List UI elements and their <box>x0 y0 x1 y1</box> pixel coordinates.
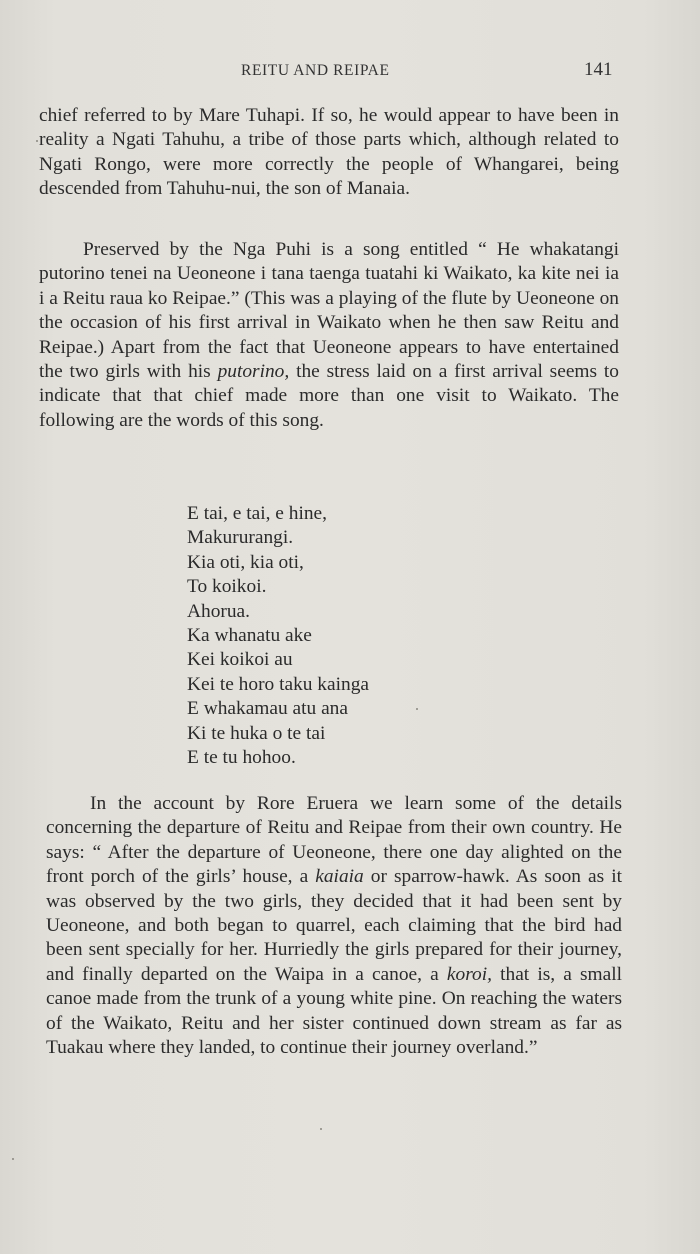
paragraph-3-italic-kaiaia: kaiaia <box>315 866 364 888</box>
paragraph-1-text: chief referred to by Mare Tuhapi. If so, he would appear to have been in reality a Ngati Tahuhu, a tribe of those parts which, although related to Ngati Rongo, were more correctly the people of Whangarei, being descended from Tahuhu-nui, the son of Manaia. <box>39 105 619 200</box>
paper-speck <box>36 140 38 142</box>
paragraph-3-text <box>46 792 622 1060</box>
song-line: Kei te horo taku kainga <box>187 673 369 695</box>
song-verse <box>187 502 369 770</box>
paragraph-2-part-2: the stress laid on a first arrival seems to indicate that that chief made more than one visit to Waikato. The following are the words of this song. <box>39 361 619 431</box>
paragraph-3-part-2: or sparrow-hawk. As soon as it was observed by the two girls, they decided that it had been sent by Ueoneone, and both began to quarrel, each claiming that the bird had been sent specially for her. Hurriedly the girls prepared for their journey, and finally departed on the Waipa in a canoe, a <box>46 866 622 985</box>
song-line: Kei koikoi au <box>187 649 293 671</box>
song-line: Ka whanatu ake <box>187 625 312 647</box>
paragraph-2-text <box>39 238 619 433</box>
page-number: 141 <box>584 59 613 80</box>
paragraph-3-part-3: that is, a small canoe made from the trunk of a young white pine. On reaching the waters of the Waikato, Reitu and her sister continued down stream as far as Tuakau where they landed, to continue their journey overland.” <box>46 963 623 1059</box>
paragraph-1 <box>39 104 619 202</box>
song-line: Ki te huka o te tai <box>187 722 326 744</box>
running-head: REITU AND REIPAE <box>241 62 390 79</box>
song-line: To koikoi. <box>187 576 267 598</box>
paragraph-3-italic-koroi: koroi, <box>446 963 492 985</box>
paragraph-3-part-1: In the account by Rore Eruera we learn some of the details concerning the departure of Reitu and Reipae from their own country. He says: “ After the departure of Ueoneone, there one day alighted on the front porch of the girls’ house, a <box>46 793 622 888</box>
paragraph-2 <box>39 238 619 433</box>
song-line: Kia oti, kia oti, <box>187 551 304 573</box>
song-line: E whakamau atu ana <box>187 698 348 720</box>
paragraph-3 <box>46 792 622 1060</box>
song-line: E tai, e tai, e hine, <box>187 503 327 524</box>
paper-speck <box>320 1128 322 1130</box>
paper-speck <box>12 1158 14 1160</box>
paragraph-2-italic-putorino: putorino, <box>217 361 290 383</box>
song-line: E te tu hohoo. <box>187 747 296 769</box>
song-line: Makururangi. <box>187 527 294 549</box>
paragraph-2-part-1: Preserved by the Nga Puhi is a song entitled “ He whakatangi putorino tenei na Ueoneone i tana taenga tuatahi ki Waikato, ka kite nei ia i a Reitu raua ko Reipae.” (This was a playing of the flute by Ueoneone on the occasion of his first arrival in Waikato when he then saw Reitu and Reipae.) Apart from the fact that Ueoneone appears to have entertained the two girls with his <box>39 239 619 383</box>
paper-speck <box>416 708 418 710</box>
song-line: Ahorua. <box>187 600 251 622</box>
